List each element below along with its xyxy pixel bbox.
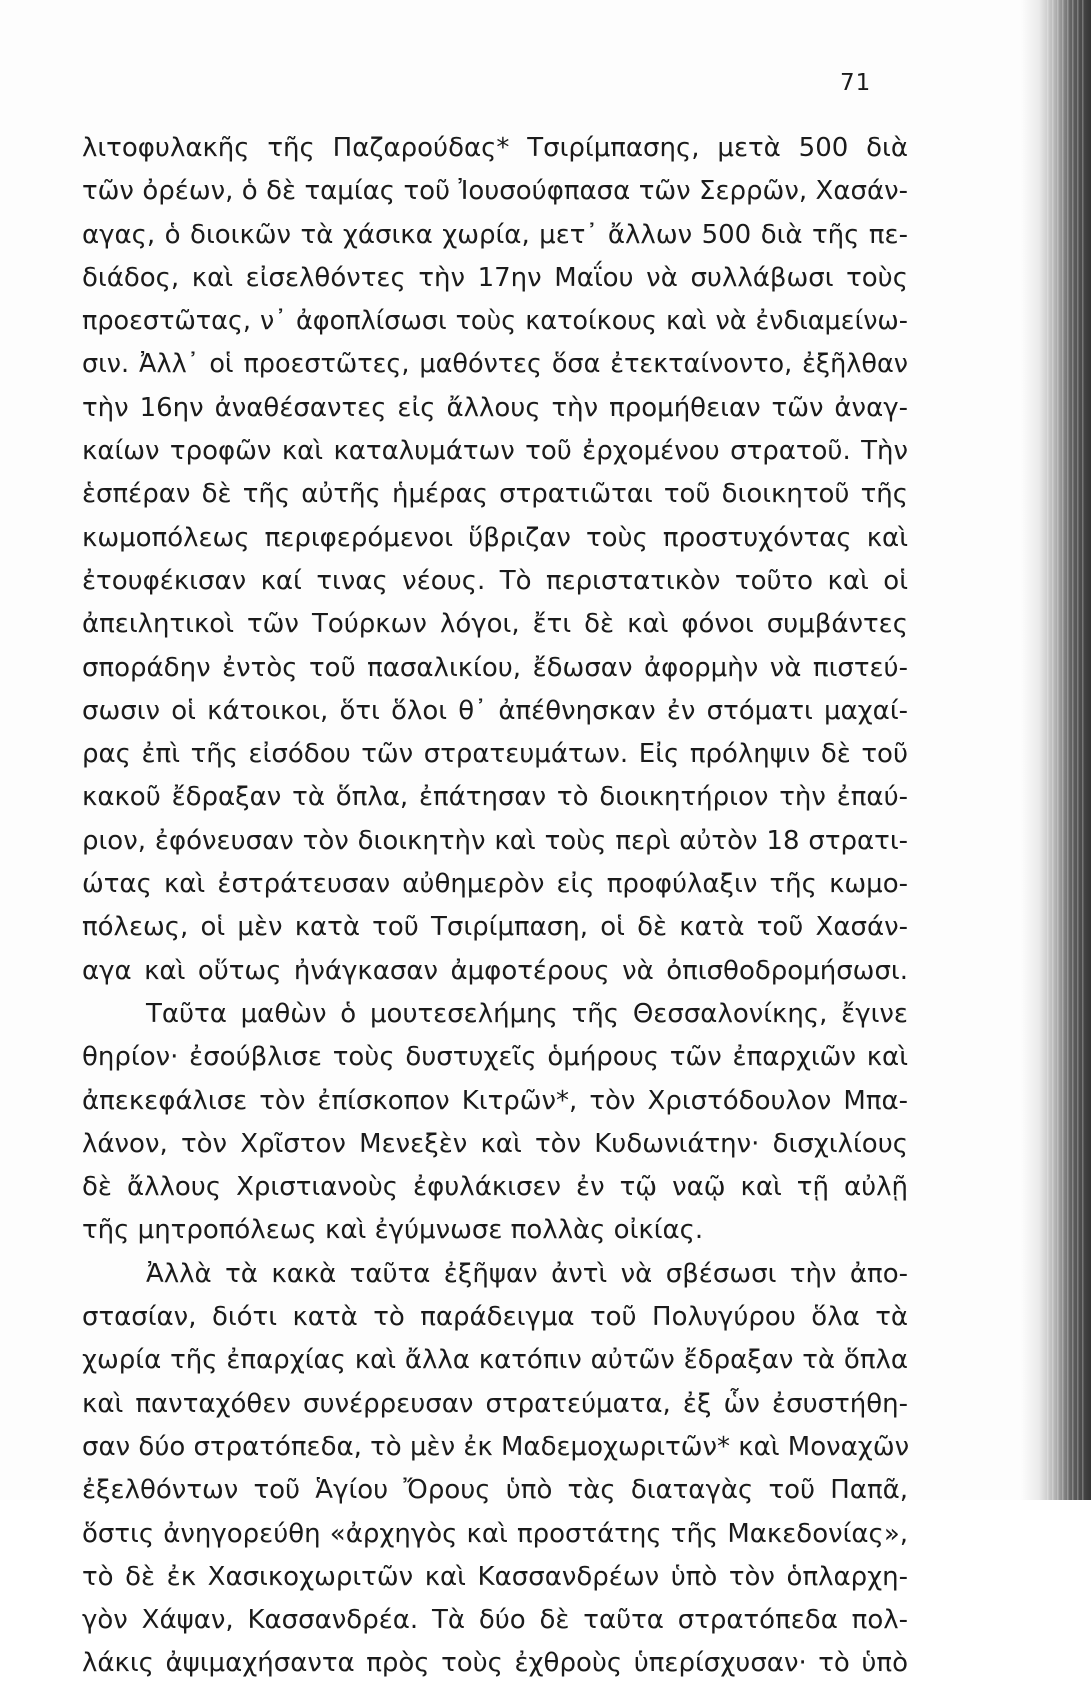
text-line: Ταῦτα μαθὼν ὁ μουτεσελήμης τῆς Θεσσαλονίκης, ἔγινε [146,998,908,1029]
page-number: 71 [840,70,872,96]
text-line: λάνον, τὸν Χρῖστον Μενεξὲν καὶ τὸν Κυδωνιάτην· δισχιλίους [82,1128,908,1159]
text-line: σιν. Ἀλλ᾽ οἱ προεστῶτες, μαθόντες ὅσα ἐτεκταίνοντο, ἐξῆλθαν [82,349,908,380]
text-line: καὶ πανταχόθεν συνέρρευσαν στρατεύματα, ἐξ ὧν ἐσυστήθη- [82,1388,908,1419]
text-line: ριον, ἐφόνευσαν τὸν διοικητὴν καὶ τοὺς περὶ αὐτὸν 18 στρατι- [82,825,908,856]
text-line: διάδος, καὶ εἰσελθόντες τὴν 17ην Μαΐου νὰ συλλάβωσι τοὺς [82,262,908,293]
text-line: λιτοφυλακῆς τῆς Παζαρούδας* Τσιρίμπασης, μετὰ 500 διὰ [82,133,908,163]
text-line: Ἀλλὰ τὰ κακὰ ταῦτα ἐξῆψαν ἀντὶ νὰ σβέσωσι τὴν ἀπο- [146,1258,908,1289]
page-edge-stack [1047,0,1087,1500]
text-line: σαν δύο στρατόπεδα, τὸ μὲν ἐκ Μαδεμοχωριτῶν* καὶ Μοναχῶν [82,1431,910,1462]
text-line: ἀπειλητικοὶ τῶν Τούρκων λόγοι, ἔτι δὲ καὶ φόνοι συμβάντες [82,609,908,640]
text-line: τὴν 16ην ἀναθέσαντες εἰς ἄλλους τὴν προμήθειαν τῶν ἀναγ- [82,392,908,423]
text-line: τῶν ὀρέων, ὁ δὲ ταμίας τοῦ Ἰουσούφπασα τῶν Σερρῶν, Χασάν- [82,176,908,207]
text-line: γὸν Χάψαν, Κασσανδρέα. Τὰ δύο δὲ ταῦτα στρατόπεδα πολ- [82,1605,908,1636]
text-line: ὅστις ἀνηγορεύθη «ἀρχηγὸς καὶ προστάτης τῆς Μακεδονίας», [82,1518,908,1549]
text-line: αγα καὶ οὕτως ἠνάγκασαν ἀμφοτέρους νὰ ὀπισθοδρομήσωσι. [82,955,908,986]
text-line: τῆς μητροπόλεως καὶ ἐγύμνωσε πολλὰς οἰκίας. [82,1215,704,1246]
text-line: καίων τροφῶν καὶ καταλυμάτων τοῦ ἐρχομένου στρατοῦ. Τὴν [82,436,908,467]
text-line: σποράδην ἐντὸς τοῦ πασαλικίου, ἔδωσαν ἀφορμὴν νὰ πιστεύ- [82,652,908,683]
text-line: προεστῶτας, ν᾽ ἀφοπλίσωσι τοὺς κατοίκους καὶ νὰ ἐνδιαμείνω- [82,306,908,337]
text-line: λάκις ἀψιμαχήσαντα πρὸς τοὺς ἐχθροὺς ὑπερίσχυσαν· τὸ ὑπὸ [82,1648,908,1679]
text-line: ρας ἐπὶ τῆς εἰσόδου τῶν στρατευμάτων. Εἰς πρόληψιν δὲ τοῦ [82,739,908,770]
text-line: ώτας καὶ ἐστράτευσαν αὐθημερὸν εἰς προφύλαξιν τῆς κωμο- [82,869,908,900]
body-text [82,127,908,1686]
text-line: στασίαν, διότι κατὰ τὸ παράδειγμα τοῦ Πολυγύρου ὅλα τὰ [82,1302,908,1333]
text-line: χωρία τῆς ἐπαρχίας καὶ ἄλλα κατόπιν αὐτῶν ἔδραξαν τὰ ὅπλα [82,1345,908,1376]
text-line: τὸ δὲ ἐκ Χασικοχωριτῶν καὶ Κασσανδρέων ὑπὸ τὸν ὁπλαρχη- [82,1561,908,1592]
text-line: ἑσπέραν δὲ τῆς αὐτῆς ἡμέρας στρατιῶται τοῦ διοικητοῦ τῆς [82,479,908,510]
text-line: ἀπεκεφάλισε τὸν ἐπίσκοπον Κιτρῶν*, τὸν Χριστόδουλον Μπα- [82,1085,908,1116]
text-line: ἐξελθόντων τοῦ Ἁγίου Ὄρους ὑπὸ τὰς διαταγὰς τοῦ Παπᾶ, [82,1475,908,1506]
text-line: δὲ ἄλλους Χριστιανοὺς ἐφυλάκισεν ἐν τῷ ναῷ καὶ τῇ αὐλῇ [82,1172,908,1203]
text-line: σωσιν οἱ κάτοικοι, ὅτι ὅλοι θ᾽ ἀπέθνησκαν ἐν στόματι μαχαί- [82,695,908,726]
text-line: πόλεως, οἱ μὲν κατὰ τοῦ Τσιρίμπαση, οἱ δὲ κατὰ τοῦ Χασάν- [82,912,908,943]
text-line: ἐτουφέκισαν καί τινας νέους. Τὸ περιστατικὸν τοῦτο καὶ οἱ [82,565,908,596]
text-line: κωμοπόλεως περιφερόμενοι ὕβριζαν τοὺς προστυχόντας καὶ [82,522,908,553]
text-line: κακοῦ ἔδραξαν τὰ ὅπλα, ἐπάτησαν τὸ διοικητήριον τὴν ἐπαύ- [82,782,908,813]
text-line: αγας, ὁ διοικῶν τὰ χάσικα χωρία, μετ᾽ ἄλλων 500 διὰ τῆς πε- [82,219,908,250]
text-line: θηρίον· ἐσούβλισε τοὺς δυστυχεῖς ὁμήρους τῶν ἐπαρχιῶν καὶ [82,1042,908,1073]
